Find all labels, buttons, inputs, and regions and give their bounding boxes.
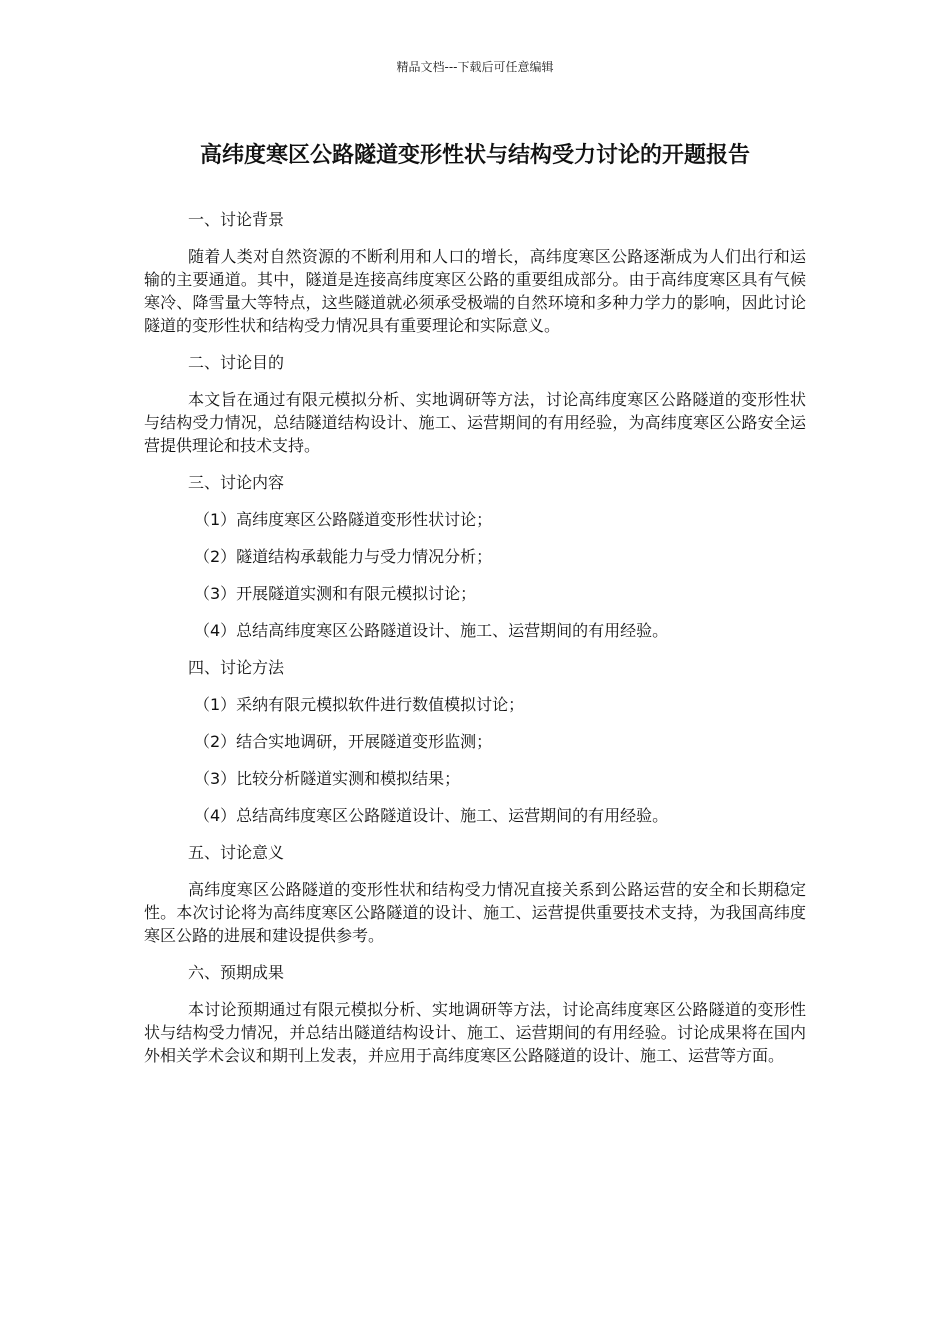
section-significance [144,841,806,947]
document-title: 高纬度寒区公路隧道变形性状与结构受力讨论的开题报告 [199,143,750,168]
section-heading: 二、讨论目的 [188,353,285,372]
section-heading: 三、讨论内容 [188,473,285,492]
section-background [144,208,806,337]
list-item: （2）隧道结构承载能力与受力情况分析； [194,547,493,566]
section-paragraph: 本文旨在通过有限元模拟分析、实地调研等方法，讨论高纬度寒区公路隧道的变形性状与结构受力情况，总结隧道结构设计、施工、运营期间的有用经验，为高纬度寒区公路安全运营提供理论和技术支持。 [144,390,806,455]
list-item: （1）采纳有限元模拟软件进行数值模拟讨论； [194,695,525,714]
section-heading: 六、预期成果 [188,963,285,982]
section-paragraph: 高纬度寒区公路隧道的变形性状和结构受力情况直接关系到公路运营的安全和长期稳定性。本次讨论将为高纬度寒区公路隧道的设计、施工、运营提供重要技术支持，为我国高纬度寒区公路的进展和建设提供参考。 [144,880,806,945]
section-content [144,471,806,642]
section-expected-results [144,961,806,1067]
list-item: （1）高纬度寒区公路隧道变形性状讨论； [194,510,493,529]
list-item: （4）总结高纬度寒区公路隧道设计、施工、运营期间的有用经验。 [194,806,669,825]
section-paragraph: 本讨论预期通过有限元模拟分析、实地调研等方法，讨论高纬度寒区公路隧道的变形性状与结构受力情况，并总结出隧道结构设计、施工、运营期间的有用经验。讨论成果将在国内外相关学术会议和期刊上发表，并应用于高纬度寒区公路隧道的设计、施工、运营等方面。 [144,1000,806,1065]
section-heading: 五、讨论意义 [188,843,285,862]
section-methods [144,656,806,827]
list-item: （2）结合实地调研，开展隧道变形监测； [194,732,493,751]
list-item: （3）开展隧道实测和有限元模拟讨论； [194,584,477,603]
list-item: （4）总结高纬度寒区公路隧道设计、施工、运营期间的有用经验。 [194,621,669,640]
section-heading: 一、讨论背景 [188,210,285,229]
header-note: 精品文档---下载后可任意编辑 [396,60,554,74]
section-heading: 四、讨论方法 [188,658,285,677]
section-purpose [144,351,806,457]
list-item: （3）比较分析隧道实测和模拟结果； [194,769,461,788]
section-paragraph: 随着人类对自然资源的不断利用和人口的增长，高纬度寒区公路逐渐成为人们出行和运输的主要通道。其中，隧道是连接高纬度寒区公路的重要组成部分。由于高纬度寒区具有气候寒冷、降雪量大等特点，这些隧道就必须承受极端的自然环境和多种力学力的影响，因此讨论隧道的变形性状和结构受力情况具有重要理论和实际意义。 [144,247,806,335]
document-body [144,208,806,1081]
